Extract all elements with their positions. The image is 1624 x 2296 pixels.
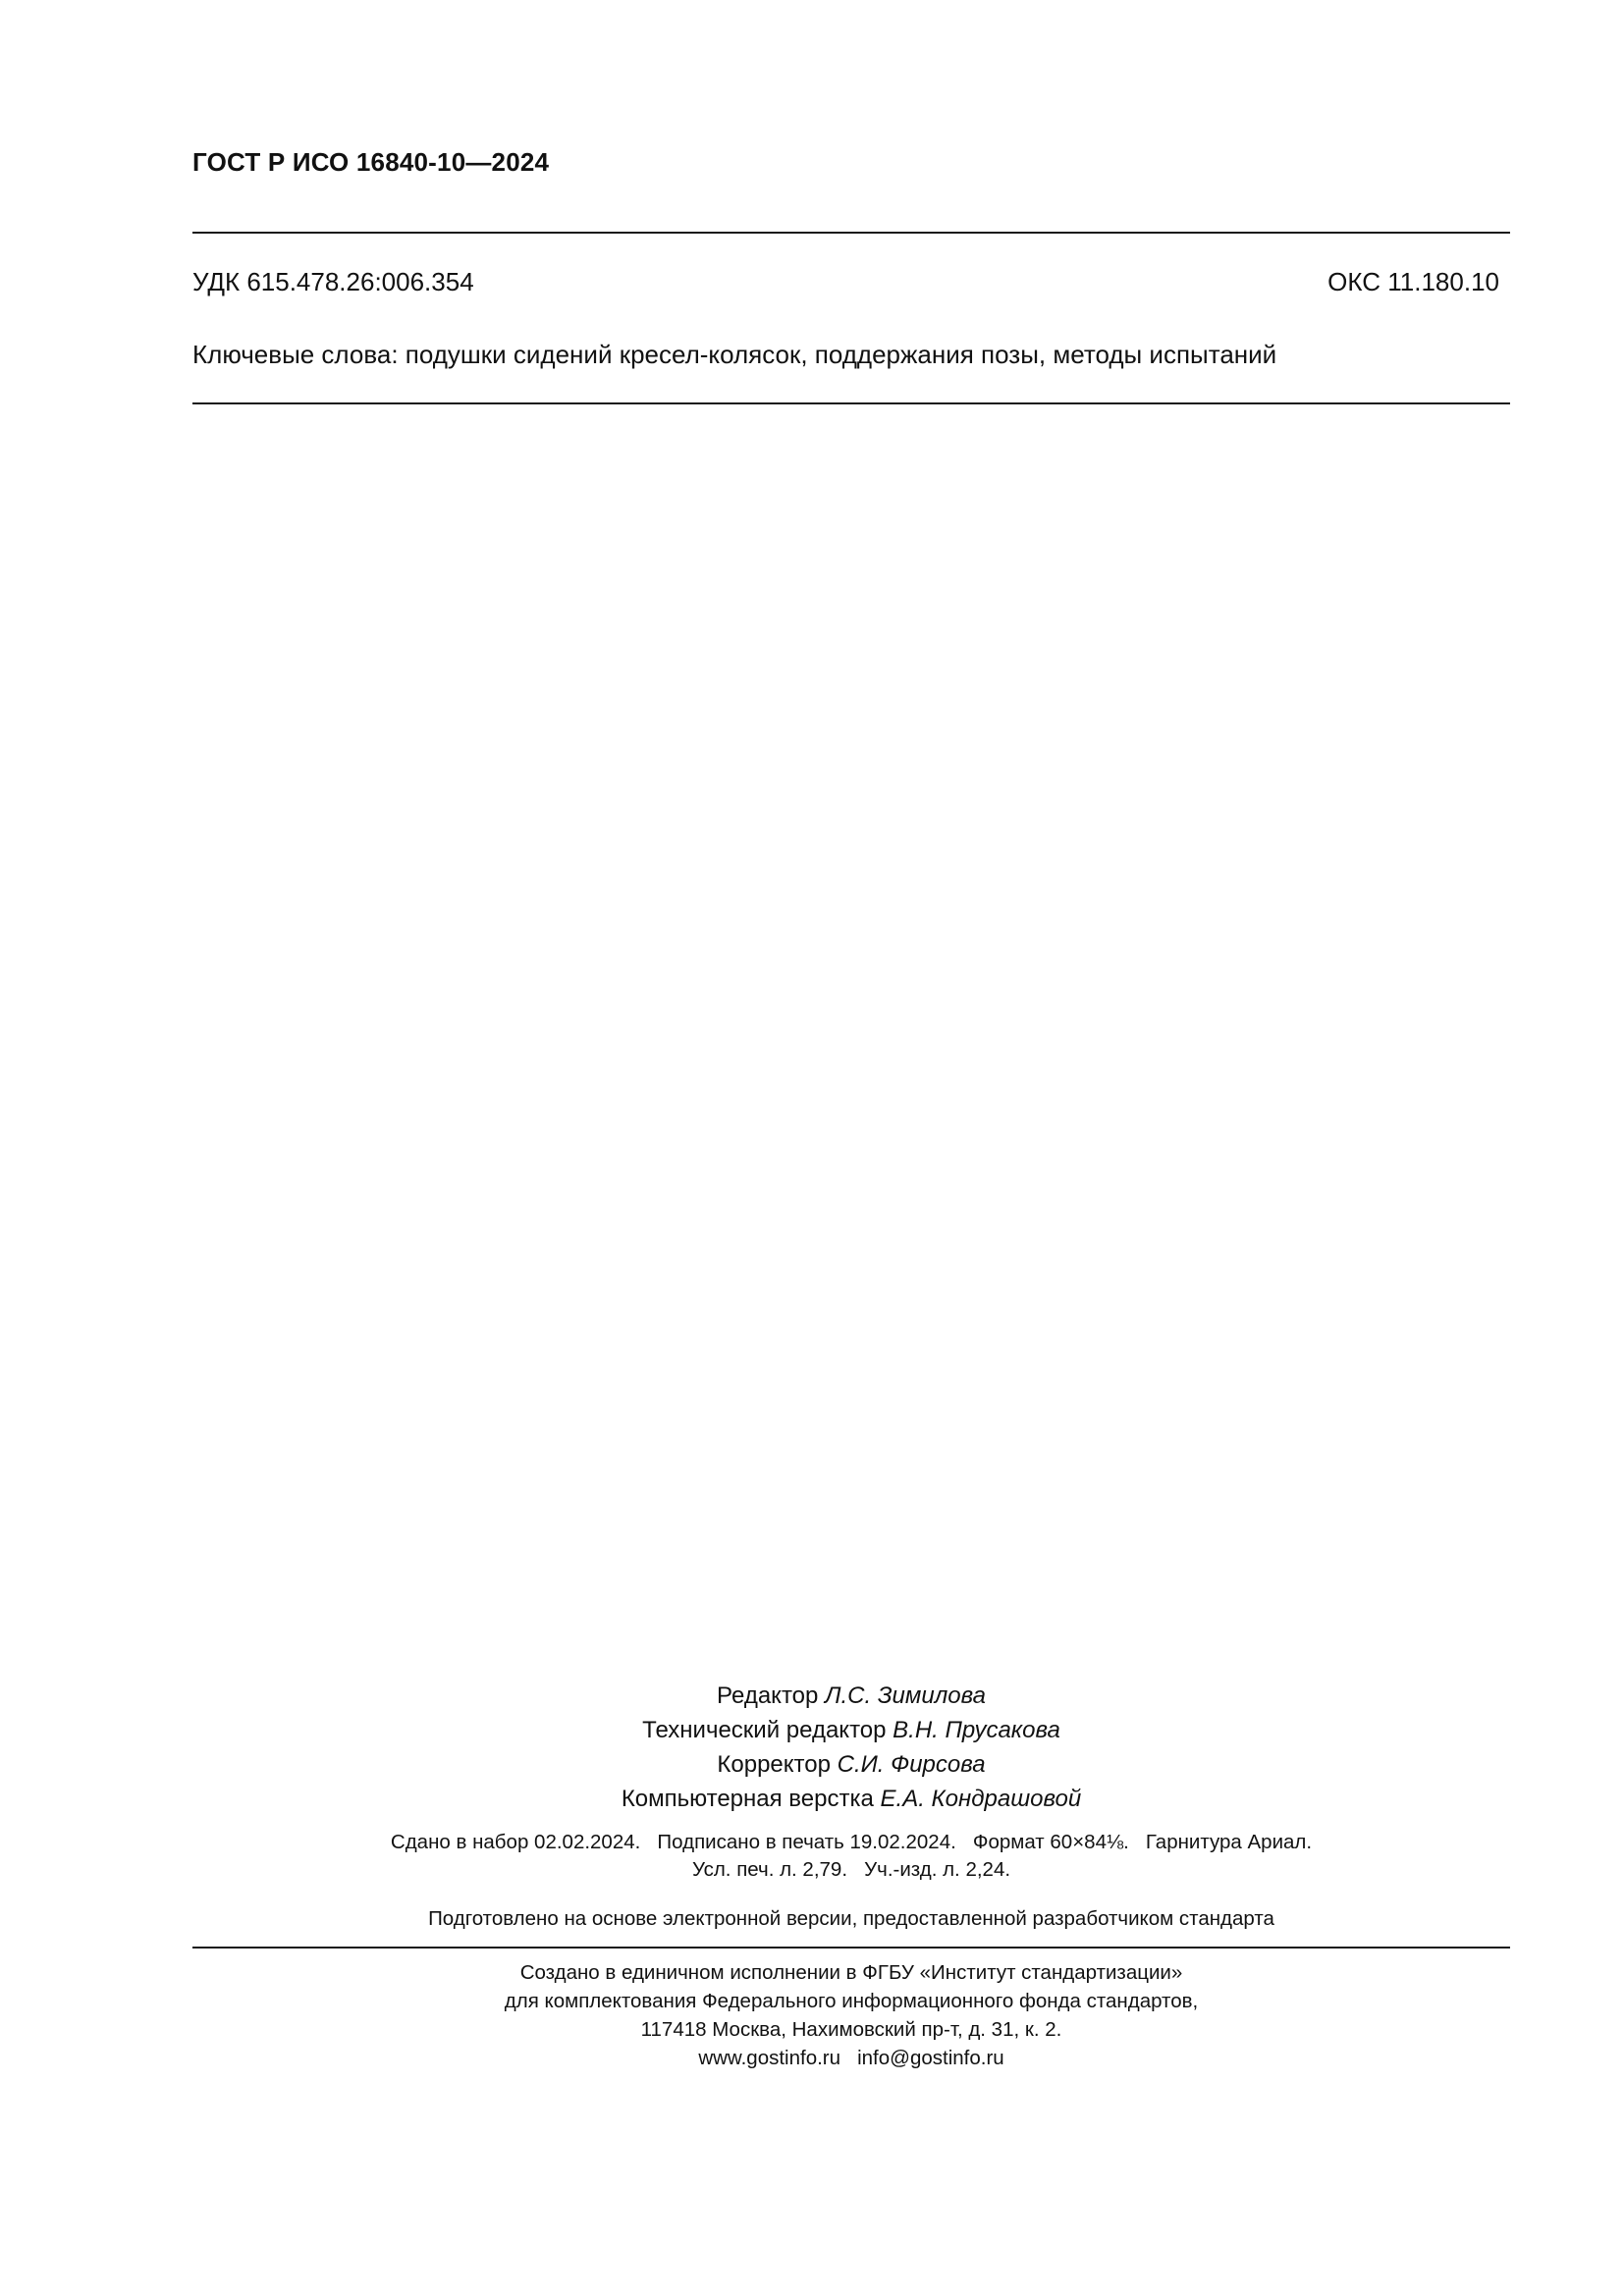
footer-line: для комплектования Федерального информационного фонда стандартов, <box>504 1990 1199 2012</box>
staff-person: Л.С. Зимилова <box>825 1682 986 1709</box>
header-divider <box>192 232 1510 234</box>
staff-person: В.Н. Прусакова <box>893 1717 1060 1743</box>
prepared-note: Подготовлено на основе электронной версии, предоставленной разработчиком стандарта <box>428 1907 1274 1930</box>
staff-role: Редактор <box>717 1682 819 1709</box>
document-header: ГОСТ Р ИСО 16840-10—2024 <box>192 147 550 177</box>
staff-person: Е.А. Кондрашовой <box>880 1786 1082 1812</box>
staff-credits <box>192 1679 1510 1816</box>
footer-line: Создано в единичном исполнении в ФГБУ «Институт стандартизации» <box>519 1961 1183 1984</box>
staff-layout <box>192 1782 1510 1816</box>
footer-divider <box>192 1947 1510 1949</box>
staff-role: Компьютерная верстка <box>621 1786 874 1812</box>
publisher-footer <box>192 1958 1510 2072</box>
staff-editor <box>192 1679 1510 1713</box>
keywords: Ключевые слова: подушки сидений кресел-колясок, поддержания позы, методы испытаний <box>192 340 1277 369</box>
udk-code: УДК 615.478.26:006.354 <box>192 267 474 296</box>
footer-address: 117418 Москва, Нахимовский пр-т, д. 31, к. 2. <box>640 2018 1062 2041</box>
keywords-divider <box>192 402 1510 404</box>
print-info <box>192 1829 1510 1884</box>
oks-code: ОКС 11.180.10 <box>1327 267 1499 296</box>
footer-contacts: www.gostinfo.ru info@gostinfo.ru <box>698 2047 1004 2069</box>
print-info-line: Усл. печ. л. 2,79. Уч.-изд. л. 2,24. <box>691 1858 1011 1881</box>
staff-role: Корректор <box>717 1751 831 1778</box>
staff-person: С.И. Фирсова <box>837 1751 986 1778</box>
staff-proofreader <box>192 1747 1510 1782</box>
staff-technical-editor <box>192 1713 1510 1747</box>
staff-role: Технический редактор <box>642 1717 887 1743</box>
print-info-line: Сдано в набор 02.02.2024. Подписано в печать 19.02.2024. Формат 60×84⅛. Гарнитура Ариал. <box>390 1831 1313 1853</box>
